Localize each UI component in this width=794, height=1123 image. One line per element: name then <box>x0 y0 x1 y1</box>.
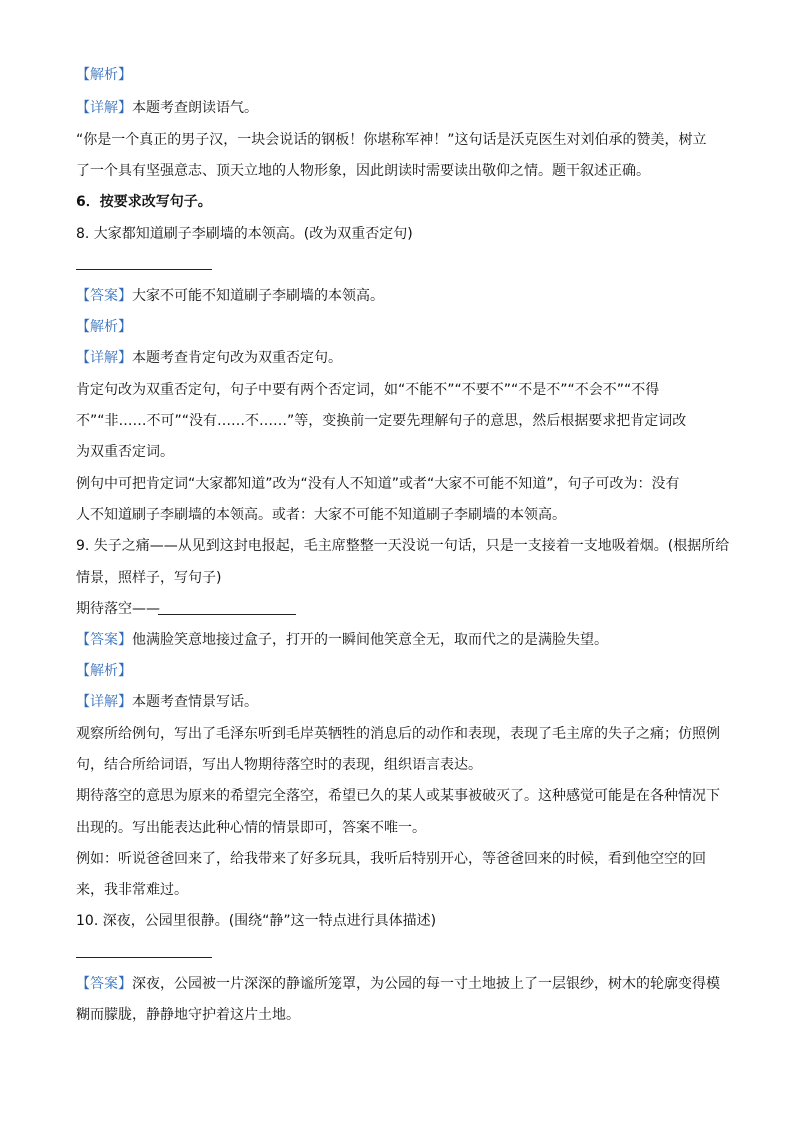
answer-blank <box>76 269 212 270</box>
answer-tag: 【答案】 <box>76 632 132 648</box>
paragraph-line: 例如：听说爸爸回来了，给我带来了好多玩具，我听后特别开心，等爸爸回来的时候，看到他空空的回 <box>76 851 706 867</box>
answer-line <box>76 631 726 649</box>
analysis-tag: 【解析】 <box>76 319 132 335</box>
detail-text: 本题考查肯定句改为双重否定句。 <box>132 350 342 366</box>
paragraph-line: 句，结合所给词语，写出人物期待落空时的表现，组织语言表达。 <box>76 757 482 773</box>
detail-line <box>76 693 726 711</box>
detail-text: 本题考查朗读语气。 <box>132 100 258 116</box>
answer-tag: 【答案】 <box>76 976 132 992</box>
answer-tag: 【答案】 <box>76 288 132 304</box>
question-prompt: 10. 深夜，公园里很静。(围绕“静”这一特点进行具体描述) <box>76 913 437 929</box>
answer-line <box>76 975 726 993</box>
analysis-heading <box>76 66 726 84</box>
paragraph-line: 糊而朦胧，静静地守护着这片土地。 <box>76 1007 300 1023</box>
analysis-tag: 【解析】 <box>76 67 132 83</box>
paragraph-line: 为双重否定词。 <box>76 444 174 460</box>
question-prompt: 情景，照样子，写句子) <box>76 570 222 586</box>
question-stem <box>76 600 726 618</box>
analysis-tag: 【解析】 <box>76 663 132 679</box>
paragraph-line: 来，我非常难过。 <box>76 882 188 898</box>
detail-line <box>76 99 726 117</box>
detail-tag: 【详解】 <box>76 350 132 366</box>
paragraph-line: 例句中可把肯定词“大家都知道”改为“没有人不知道”或者“大家不可能不知道”，句子可改为：没有 <box>76 476 680 492</box>
answer-line <box>76 287 726 305</box>
paragraph-line: 观察所给例句，写出了毛泽东听到毛岸英牺牲的消息后的动作和表现，表现了毛主席的失子之痛；仿照例 <box>76 726 720 742</box>
answer-text: 大家不可能不知道刷子李刷墙的本领高。 <box>132 288 384 304</box>
analysis-heading <box>76 318 726 336</box>
paragraph-line: 人不知道刷子李刷墙的本领高。或者：大家不可能不知道刷子李刷墙的本领高。 <box>76 507 566 523</box>
answer-text: 深夜，公园被一片深深的静谧所笼罩，为公园的每一寸土地披上了一层银纱，树木的轮廓变得模 <box>132 976 720 992</box>
paragraph-line: 了一个具有坚强意志、顶天立地的人物形象，因此朗读时需要读出敬仰之情。题干叙述正确。 <box>76 163 650 179</box>
paragraph-line: 出现的。写出能表达此种心情的情景即可，答案不唯一。 <box>76 820 426 836</box>
paragraph-line: 肯定句改为双重否定句，句子中要有两个否定词，如“不能不”“不要不”“不是不”“不会不”“不得 <box>76 382 660 398</box>
answer-blank <box>158 614 296 615</box>
stem-text: 期待落空—— <box>76 601 160 617</box>
detail-line <box>76 349 726 367</box>
question-prompt: 9. 失子之痛——从见到这封电报起，毛主席整整一天没说一句话，只是一支接着一支地吸着烟。(根据所给 <box>76 538 730 554</box>
section-heading: 6．按要求改写句子。 <box>76 194 212 210</box>
analysis-heading <box>76 662 726 680</box>
paragraph-line: 不”“非……不可”“没有……不……”等，变换前一定要先理解句子的意思，然后根据要求把肯定词改 <box>76 413 687 429</box>
answer-blank <box>76 957 212 958</box>
detail-text: 本题考查情景写话。 <box>132 694 258 710</box>
answer-text: 他满脸笑意地接过盒子，打开的一瞬间他笑意全无，取而代之的是满脸失望。 <box>132 632 608 648</box>
question-prompt: 8. 大家都知道刷子李刷墙的本领高。(改为双重否定句) <box>76 226 413 242</box>
detail-tag: 【详解】 <box>76 100 132 116</box>
paragraph-line: “你是一个真正的男子汉，一块会说话的钢板！你堪称军神！”这句话是沃克医生对刘伯承的赞美，树立 <box>76 132 707 148</box>
paragraph-line: 期待落空的意思为原来的希望完全落空，希望已久的某人或某事被破灭了。这种感觉可能是在各种情况下 <box>76 788 720 804</box>
detail-tag: 【详解】 <box>76 694 132 710</box>
